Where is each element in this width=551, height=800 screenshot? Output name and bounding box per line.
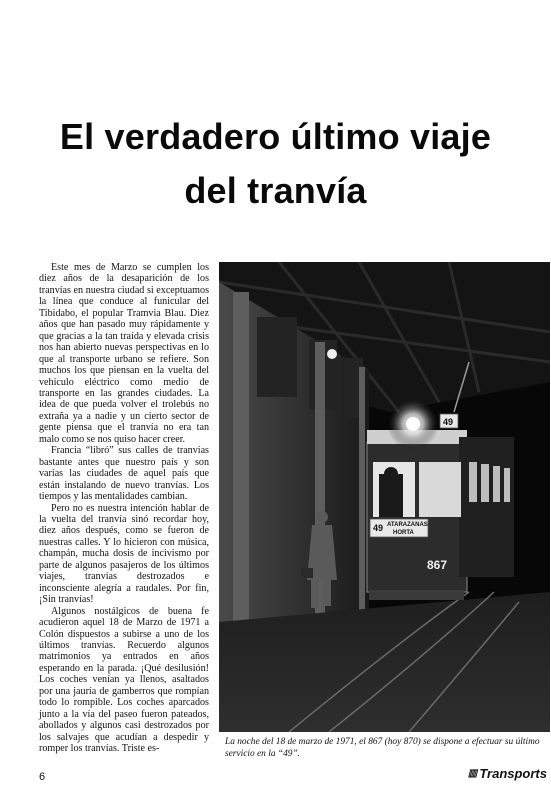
destination-text-1: ATARAZANAS [387, 522, 428, 528]
tram-photo [219, 262, 550, 732]
roof-sign-text: 49 [443, 417, 454, 427]
footer-brand [468, 766, 547, 781]
title-line-1: El verdadero último viaje [59, 116, 492, 157]
article-title [0, 110, 551, 218]
paragraph-3: Pero no es nuestra intención hablar de la vuelta del tranvía sinó recordar hoy, diez años después, como se fueron de nuestras calles. Y lo hicieron con música, champán, mucha dosis de incivismo por parte de algunos pasajeros de los últimos viajes, tranvías destrozados e inconsciente alegría a raudales. Por fin, ¡Sin tranvías! [39, 502, 209, 606]
route-number-text: 49 [373, 523, 384, 533]
fleet-number-text: 867 [427, 558, 448, 572]
article-body [39, 262, 209, 754]
destination-text-2: HORTA [393, 530, 414, 536]
page-number: 6 [39, 771, 46, 783]
paragraph-4: Algunos nostálgicos de buena fe acudieron aquel 18 de Marzo de 1971 a Colón dispuestos a subirse a uno de los últimos tranvías. Recuerdo algunos matrimonios ya entrados en años esperando en la parada. ¡Qué desilusión! Los coches venían ya llenos, asaltados por una jauría de gamberros que rompían todo lo rompible. Los coches aparcados junto a la vía del paseo fueron pateados, abollados y algunos casi destrozados por los salvajes que acudían a despedir y romper los tranvías. Triste es- [39, 605, 209, 755]
photo-caption: La noche del 18 de marzo de 1971, el 867 (hoy 870) se dispone a efectuar su último servicio en la “49”. [225, 737, 540, 759]
paragraph-1: Este mes de Marzo se cumplen los diez años de la desaparición de los tranvías en nuestra ciudad si exceptuamos la línea que conduce al funicular del Tibidabo, el popular Tramvia Blau. Diez años que han pasado muy rápidamente y que gracias a la tan traída y elevada crisis nos han abierto nuevas perspectivas en lo que al transporte urbano se refiere. Son muchos los que piensan en la vuelta del vehículo eléctrico como medio de transporte en las grandes ciudades. La idea de que pueda volver el trolebús no extraña ya a nadie y un cierto sector de gente piensa que el tranvía no era tan malo como se nos quiso hacer creer. [39, 262, 209, 445]
tram-photo-illustration [219, 262, 550, 732]
title-line-2: del tranvía [184, 170, 367, 211]
brand-name: Transports [479, 766, 547, 781]
brand-logo-icon: ▥ [467, 768, 478, 779]
paragraph-2: Francia “libró” sus calles de tranvías bastante antes que nuestro país y son varias las ciudades de aquel país que están instalando de nuevo tranvías. Los tiempos y las mentalidades cambian. [39, 445, 209, 503]
